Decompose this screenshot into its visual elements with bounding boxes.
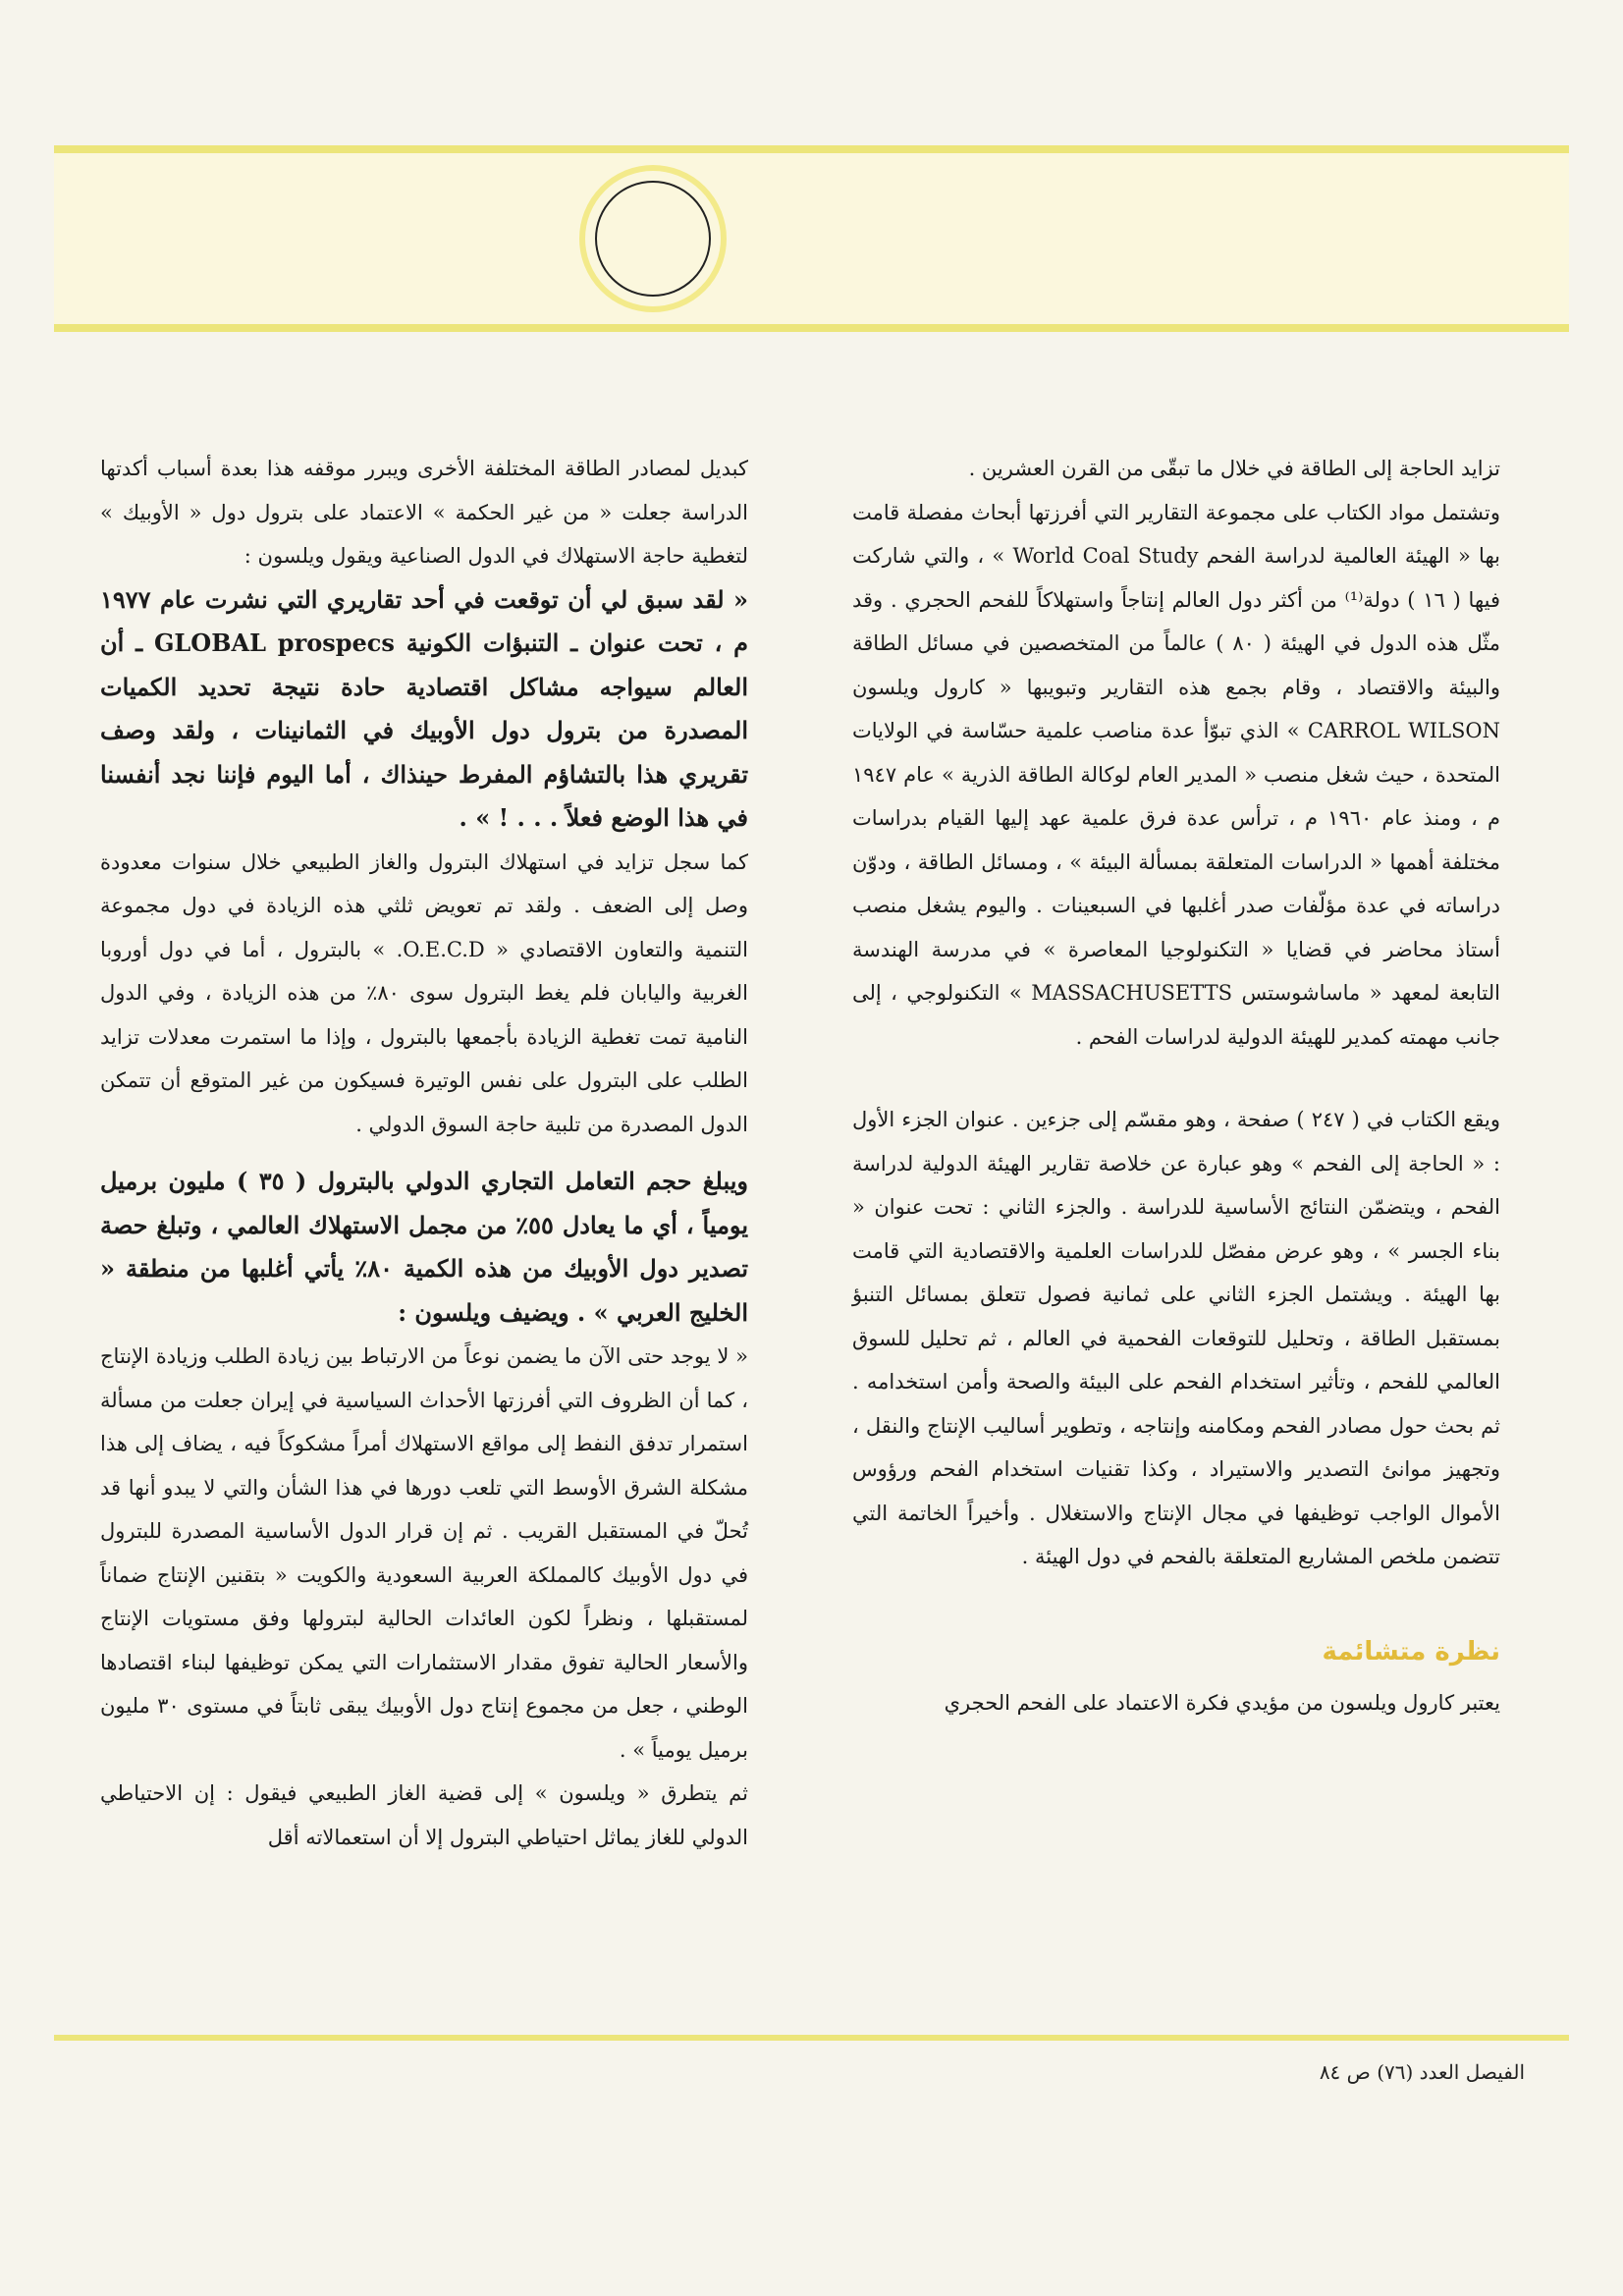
- paragraph-gap: [100, 1146, 748, 1160]
- footer-rule: [54, 2035, 1569, 2041]
- right-column: [852, 447, 1500, 1724]
- header-bottom-rule: [54, 324, 1569, 332]
- paragraph-intro: تزايد الحاجة إلى الطاقة في خلال ما تبقّى من القرن العشرين .: [968, 457, 1500, 480]
- paragraph-book-structure: ويقع الكتاب في ( ٢٤٧ ) صفحة ، وهو مقسّم إلى جزءين . عنوان الجزء الأول : « الحاجة إلى الفحم » وهو عبارة عن خلاصة تقارير الهيئة الدولية لدراسة الفحم ، ويتضمّن النتائج الأساسية للدراسة . والجزء الثاني : تحت عنوان « بناء الجسر » ، وهو عرض مفصّل للدراسات العلمية والاقتصادية التي قامت بها الهيئة . ويشتمل الجزء الثاني على ثمانية فصول تتعلق بمسائل التنبؤ بمستقبل الطاقة ، وتحليل للتوقعات الفحمية في العالم ، ثم تحليل للسوق العالمي للفحم ، وتأثير استخدام الفحم على البيئة والصحة وأمن استخدامه . ثم بحث حول مصادر الفحم ومكامنه وإنتاجه ، وتطوير أساليب الإنتاج والنقل ، وتجهيز موانئ التصدير والاستيراد ، وكذا تقنيات استخدام الفحم ورؤوس الأموال الواجب توظيفها في مجال الإنتاج والاستغلال . وأخيراً الخاتمة التي تتضمن ملخص المشاريع المتعلقة بالفحم في دول الهيئة .: [852, 1108, 1500, 1568]
- left-column: [100, 447, 748, 1859]
- paragraph-supply-risk: « لا يوجد حتى الآن ما يضمن نوعاً من الارتباط بين زيادة الطلب وزيادة الإنتاج ، كما أن الظروف التي أفرزتها الأحداث السياسية في إيران جعلت من مسألة استمرار تدفق النفط إلى مواقع الاستهلاك أمراً مشكوكاً فيه ، يضاف إلى هذا مشكلة الشرق الأوسط التي تلعب دورها في هذا الشأن والتي لا يبدو أنها قد تُحلّ في المستقبل القريب . ثم إن قرار الدول الأساسية المصدرة للبترول في دول الأوبيك كالمملكة العربية السعودية والكويت « بتقنين الإنتاج ضماناً لمستقبلها ، ونظراً لكون العائدات الحالية لبترولها وفق مستويات الإنتاج والأسعار الحالية تفوق مقدار الاستثمارات التي يمكن توظيفها لبناء اقتصادها الوطني ، جعل من مجموع إنتاج دول الأوبيك يبقى ثابتاً في مستوى ٣٠ مليون برميل يومياً » .: [100, 1344, 748, 1762]
- section-title: نظرة متشائمة: [1322, 1636, 1500, 1667]
- paragraph-left-intro: كبديل لمصادر الطاقة المختلفة الأخرى ويبرر موقفه هذا بعدة أسباب أكدتها الدراسة جعلت « من غير الحكمة » الاعتماد على بترول دول « الأوبيك » لتغطية حاجة الاستهلاك في الدول الصناعية ويقول ويلسون :: [100, 457, 748, 568]
- section-text: يعتبر كارول ويلسون من مؤيدي فكرة الاعتماد على الفحم الحجري: [944, 1690, 1500, 1715]
- paragraph-book-contents: وتشتمل مواد الكتاب على مجموعة التقارير التي أفرزتها أبحاث مفصلة قامت بها « الهيئة العالمية لدراسة الفحم World Coal Study » ، والتي شاركت فيها ( ١٦ ) دولة⁽¹⁾ من أكثر دول العالم إنتاجاً واستهلاكاً للفحم الحجري . وقد مثّل هذه الدول في الهيئة ( ٨٠ ) عالماً من المتخصصين في مسائل الطاقة والبيئة والاقتصاد ، وقام بجمع هذه التقارير وتبويبها « كارول ويلسون CARROL WILSON » الذي تبوّأ عدة مناصب علمية حسّاسة في الولايات المتحدة ، حيث شغل منصب « المدير العام لوكالة الطاقة الذرية » عام ١٩٤٧ م ، ومنذ عام ١٩٦٠ م ، ترأس عدة فرق علمية عهد إليها القيام بدراسات مختلفة أهمها « الدراسات المتعلقة بمسألة البيئة » ، ومسائل الطاقة ، ودوّن دراساته في عدة مؤلّفات صدر أغلبها في السبعينات . واليوم يشغل منصب أستاذ محاضر في قضايا « التكنولوجيا المعاصرة » في مدرسة الهندسة التابعة لمعهد « ماساشوستس MASSACHUSETTS » التكنولوجي ، إلى جانب مهمته كمدير للهيئة الدولية لدراسات الفحم .: [852, 500, 1500, 1049]
- trade-volume-paragraph: ويبلغ حجم التعامل التجاري الدولي بالبترول ( ٣٥ ) مليون برميل يومياً ، أي ما يعادل ٥٥٪ من مجمل الاستهلاك العالمي ، وتبلغ حصة تصدير دول الأوبيك من هذه الكمية ٨٠٪ يأتي أغلبها من منطقة « الخليج العربي » . ويضيف ويلسون :: [100, 1167, 748, 1327]
- circle-emblem-icon: [579, 165, 727, 312]
- header-band: [54, 153, 1569, 324]
- paragraph-gap: [852, 1059, 1500, 1098]
- paragraph-consumption: كما سجل تزايد في استهلاك البترول والغاز الطبيعي خلال سنوات معدودة وصل إلى الضعف . ولقد تم تعويض ثلثي هذه الزيادة في دول مجموعة التنمية والتعاون الاقتصادي « O.E.C.D. » بالبترول ، أما في دول أوروبا الغربية واليابان فلم يغط البترول سوى ٨٠٪ من هذه الزيادة ، وفي الدول النامية تمت تغطية الزيادة بأجمعها بالبترول ، وإذا ما استمرت معدلات تزايد الطلب على البترول على نفس الوتيرة فسيكون من غير المتوقع أن تتمكن الدول المصدرة من تلبية حاجة السوق الدولي .: [100, 849, 748, 1136]
- wilson-quote-1: « لقد سبق لي أن توقعت في أحد تقاريري التي نشرت عام ١٩٧٧ م ، تحت عنوان ـ التنبؤات الكونية GLOBAL prospecs ـ أن العالم سيواجه مشاكل اقتصادية حادة نتيجة تحديد الكميات المصدرة من بترول دول الأوبيك في الثمانينات ، ولقد وصف تقريري هذا بالتشاؤم المفرط حينذاك ، أما اليوم فإننا نجد أنفسنا في هذا الوضع فعلاً . . . ! » .: [100, 584, 748, 832]
- header-top-rule: [54, 145, 1569, 153]
- paragraph-gap: [852, 1579, 1500, 1630]
- page-footer: الفيصل العدد (٧٦) ص ٨٤: [1319, 2060, 1525, 2084]
- paragraph-natural-gas: ثم يتطرق « ويلسون » إلى قضية الغاز الطبيعي فيقول : إن الاحتياطي الدولي للغاز يماثل احتياطي البترول إلا أن استعمالاته أقل: [100, 1781, 748, 1849]
